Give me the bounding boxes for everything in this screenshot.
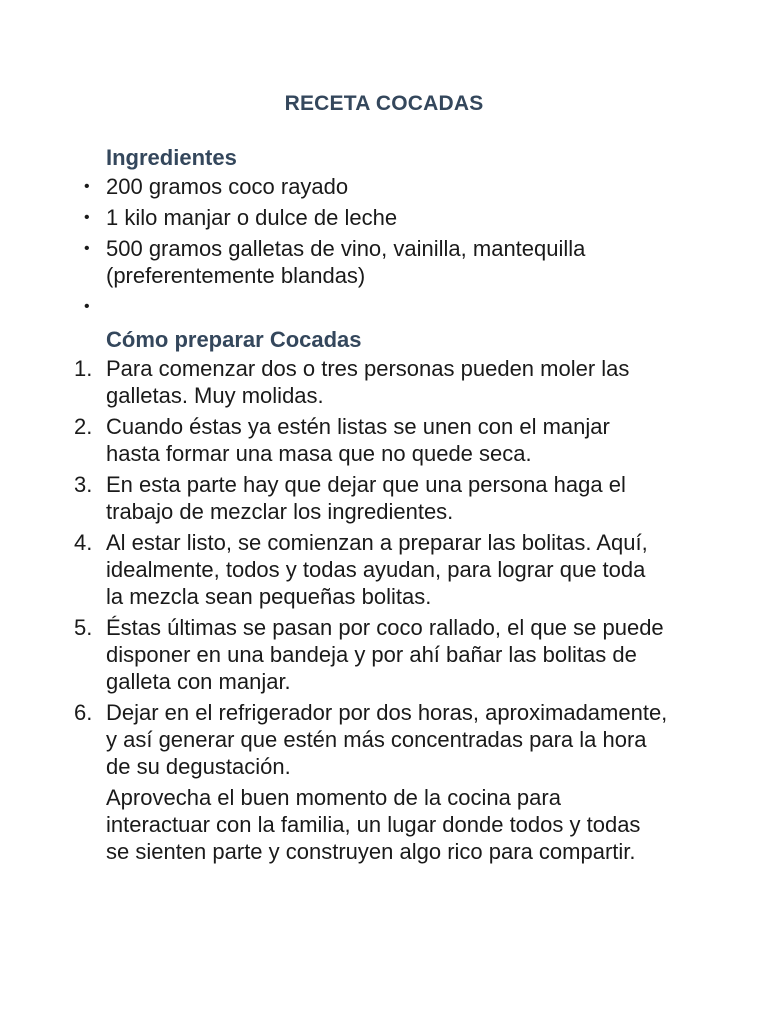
- step-number: 6.: [74, 700, 93, 725]
- ingredient-item: [68, 173, 668, 200]
- recipe-content: [68, 143, 668, 865]
- step-text: Dejar en el refrigerador por dos horas, aproximadamente, y así generar que estén más concentradas para la hora de su degustación.: [106, 700, 668, 779]
- bullet-icon: •: [84, 240, 90, 257]
- step-item: [68, 471, 668, 525]
- bullet-icon: •: [84, 209, 90, 226]
- ingredient-item: [68, 204, 668, 231]
- step-item: [68, 355, 668, 409]
- step-number: 1.: [74, 356, 93, 381]
- step-text: Al estar listo, se comienzan a preparar las bolitas. Aquí, idealmente, todos y todas ayudan, para lograr que toda la mezcla sean pequeñas bolitas.: [106, 530, 648, 609]
- ingredients-list: [68, 173, 668, 321]
- step-text: Éstas últimas se pasan por coco rallado, el que se puede disponer en una bandeja y por ahí bañar las bolitas de galleta con manjar.: [106, 615, 664, 694]
- bullet-icon: •: [84, 178, 90, 195]
- steps-list: [68, 355, 668, 780]
- step-item: [68, 529, 668, 610]
- step-item: [68, 614, 668, 695]
- page-title: RECETA COCADAS: [284, 92, 484, 115]
- step-number: 4.: [74, 530, 93, 555]
- steps-heading: Cómo preparar Cocadas: [106, 327, 362, 352]
- step-item: [68, 413, 668, 467]
- ingredient-text: 1 kilo manjar o dulce de leche: [106, 205, 398, 230]
- ingredient-item-empty: [68, 293, 668, 321]
- closing-paragraph: Aprovecha el buen momento de la cocina para interactuar con la familia, un lugar donde todos y todas se sienten parte y construyen algo rico para compartir.: [106, 785, 641, 864]
- bullet-icon: •: [84, 298, 90, 315]
- step-text: Para comenzar dos o tres personas pueden moler las galletas. Muy molidas.: [106, 356, 630, 408]
- step-item: [68, 699, 668, 780]
- ingredient-item: [68, 235, 668, 289]
- step-text: En esta parte hay que dejar que una persona haga el trabajo de mezclar los ingredientes.: [106, 472, 626, 524]
- step-number: 3.: [74, 472, 93, 497]
- ingredient-text: 500 gramos galletas de vino, vainilla, mantequilla (preferentemente blandas): [106, 236, 586, 288]
- step-text: Cuando éstas ya estén listas se unen con el manjar hasta formar una masa que no quede seca.: [106, 414, 610, 466]
- step-number: 2.: [74, 414, 93, 439]
- ingredients-heading: Ingredientes: [106, 145, 237, 170]
- step-number: 5.: [74, 615, 93, 640]
- ingredient-text: 200 gramos coco rayado: [106, 174, 349, 199]
